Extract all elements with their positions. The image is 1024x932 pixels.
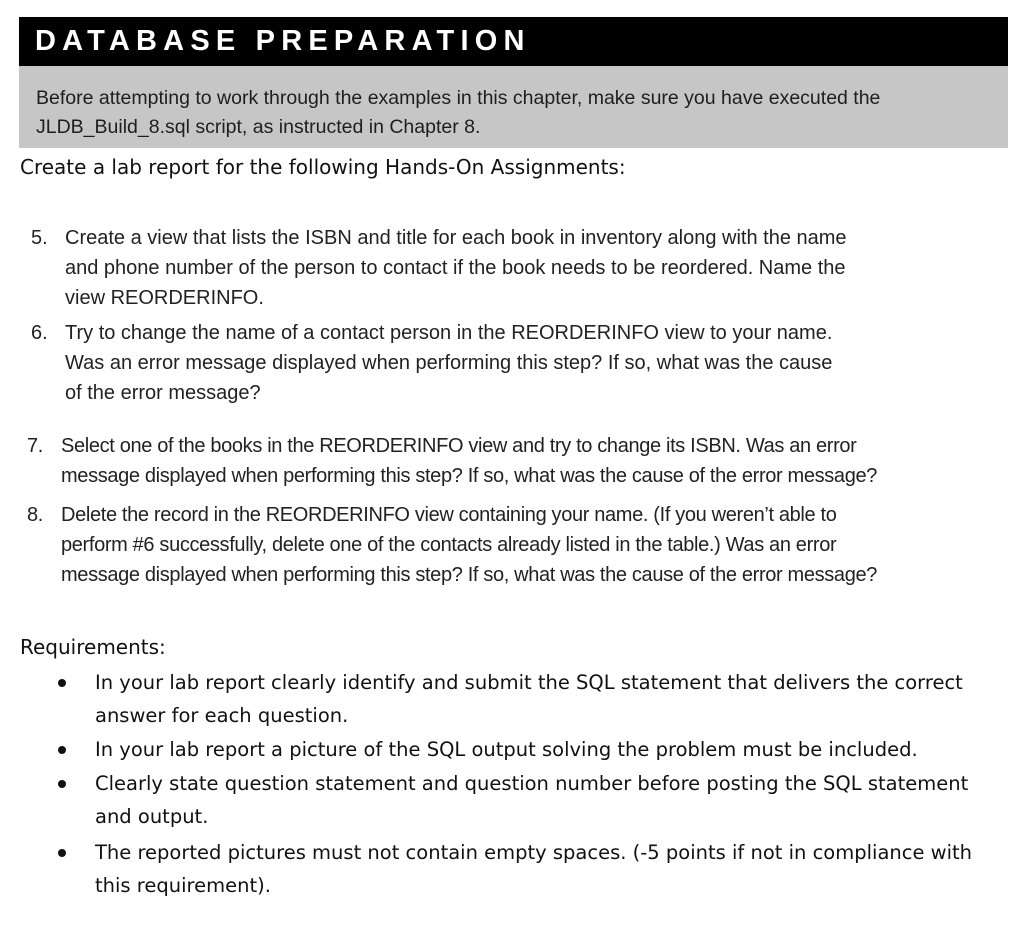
requirement-line: this requirement). — [95, 874, 271, 897]
requirement-line: answer for each question. — [95, 704, 349, 727]
question-item — [31, 318, 832, 408]
preparation-note — [19, 66, 1008, 148]
requirement-item — [58, 836, 972, 902]
requirement-line: Clearly state question statement and question number before posting the SQL statement — [95, 772, 969, 795]
bullet-icon — [58, 679, 66, 687]
requirement-item — [58, 733, 918, 766]
requirement-line: and output. — [95, 805, 209, 828]
question-number: 6. — [31, 322, 48, 344]
requirement-item — [58, 666, 963, 732]
question-line: message displayed when performing this step? If so, what was the cause of the error message? — [61, 564, 878, 586]
question-line: Select one of the books in the REORDERINFO view and try to change its ISBN. Was an error — [61, 435, 857, 457]
question-line: Was an error message displayed when performing this step? If so, what was the cause — [65, 352, 833, 374]
question-item — [27, 431, 877, 491]
bullet-icon — [58, 780, 66, 788]
question-line: view REORDERINFO. — [65, 287, 264, 309]
requirement-line: The reported pictures must not contain empty spaces. (-5 points if not in compliance with — [95, 841, 973, 864]
note-line: Before attempting to work through the examples in this chapter, make sure you have executed the — [36, 87, 881, 109]
section-title: DATABASE PREPARATION — [35, 25, 531, 57]
question-item — [27, 500, 877, 590]
assignment-intro: Create a lab report for the following Hands-On Assignments: — [20, 155, 626, 179]
question-number: 8. — [27, 504, 43, 526]
bullet-icon — [58, 746, 66, 754]
question-item — [31, 223, 847, 313]
note-line: JLDB_Build_8.sql script, as instructed in Chapter 8. — [36, 116, 481, 138]
bullet-icon — [58, 849, 66, 857]
question-line: Delete the record in the REORDERINFO view containing your name. (If you weren’t able to — [61, 504, 837, 526]
requirement-item — [58, 767, 968, 833]
question-line: Try to change the name of a contact person in the REORDERINFO view to your name. — [65, 322, 833, 344]
question-number: 7. — [27, 435, 43, 457]
section-banner — [19, 17, 1008, 66]
question-number: 5. — [31, 227, 48, 249]
question-line: perform #6 successfully, delete one of the contacts already listed in the table.) Was an error — [61, 534, 837, 556]
requirement-line: In your lab report clearly identify and submit the SQL statement that delivers the correct — [95, 671, 963, 694]
requirements-heading: Requirements: — [20, 635, 166, 659]
requirement-line: In your lab report a picture of the SQL output solving the problem must be included. — [95, 738, 918, 761]
question-line: of the error message? — [65, 382, 261, 404]
question-line: and phone number of the person to contact if the book needs to be reordered. Name the — [65, 257, 846, 279]
question-line: Create a view that lists the ISBN and title for each book in inventory along with the name — [65, 227, 847, 249]
question-line: message displayed when performing this step? If so, what was the cause of the error message? — [61, 465, 878, 487]
